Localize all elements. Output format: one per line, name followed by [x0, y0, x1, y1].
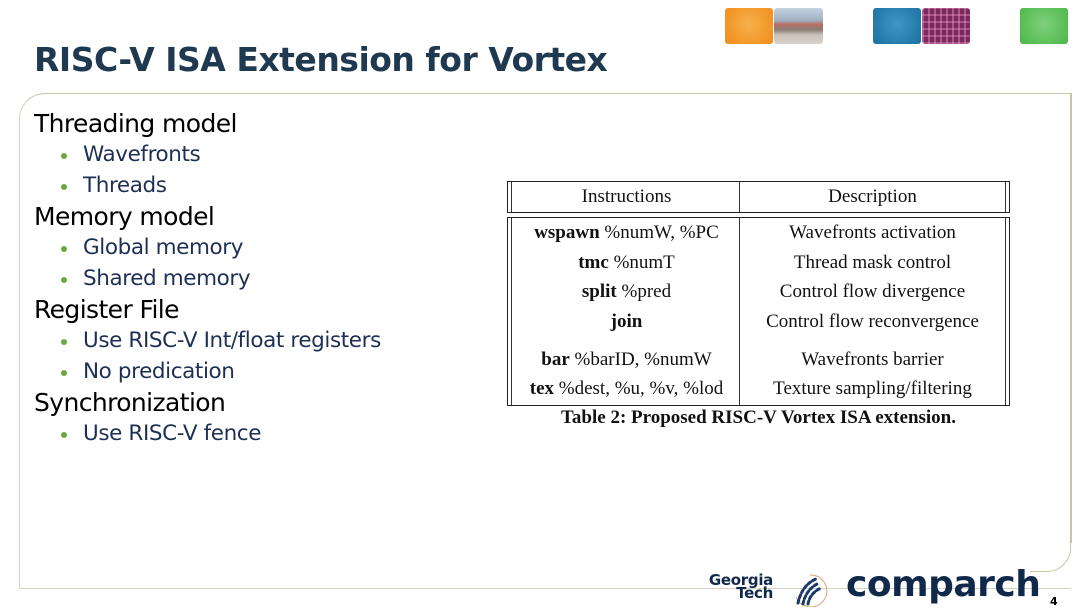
table-row: wspawn %numW, %PC [534, 222, 719, 243]
table-row: split %pred [581, 281, 672, 302]
bullet-dot-icon [61, 339, 67, 345]
outline-heading: Synchronization [34, 388, 226, 417]
table-header [507, 181, 1010, 213]
table-cell-description: Thread mask control [793, 252, 952, 273]
bullet-dot-icon [61, 184, 67, 190]
table-body [507, 217, 1010, 406]
outline-item: Shared memory [34, 263, 381, 294]
outline-heading: Threading model [34, 109, 237, 138]
bullet-dot-icon [61, 277, 67, 283]
table-row: tmc %numT [578, 252, 675, 273]
slide-title: RISC-V ISA Extension for Vortex [34, 40, 608, 79]
bullet-dot-icon [61, 432, 67, 438]
bullet-dot-icon [61, 370, 67, 376]
outline-item: Threads [34, 170, 381, 201]
header-instructions: Instructions [581, 186, 672, 207]
outline-heading: Register File [34, 295, 179, 324]
gt-logo-line2: Tech [736, 584, 773, 602]
header-description: Description [828, 186, 917, 207]
georgia-tech-logo [677, 571, 773, 602]
page-number: 4 [1050, 595, 1058, 608]
table-caption: Table 2: Proposed RISC-V Vortex ISA extension. [560, 407, 956, 428]
content-frame-right-edge [1070, 93, 1072, 543]
outline-item: Wavefronts [34, 139, 381, 170]
comparch-logo: comparch [846, 564, 1041, 605]
outline-item: Use RISC-V Int/float registers [34, 325, 381, 356]
chip-layout-tile [922, 8, 970, 44]
outline-item: Global memory [34, 232, 381, 263]
outline-heading: Memory model [34, 202, 215, 231]
blue-tile [873, 8, 921, 44]
outline-item: No predication [34, 356, 381, 387]
orange-tile [725, 8, 773, 44]
table-row: bar %barID, %numW [541, 349, 712, 370]
outline-item: Use RISC-V fence [34, 418, 381, 449]
comparch-swoosh-icon [790, 571, 832, 607]
table-cell-description: Wavefronts barrier [801, 349, 944, 370]
bullet-dot-icon [61, 246, 67, 252]
table-cell-description: Wavefronts activation [789, 222, 956, 243]
green-tile [1020, 8, 1068, 44]
table-cell-description: Texture sampling/filtering [773, 378, 972, 399]
gt-logo-line1: Georgia [708, 571, 773, 589]
campus-photo-tile [774, 8, 823, 44]
table-row: tex %dest, %u, %v, %lod [529, 378, 724, 399]
table-cell-description: Control flow divergence [779, 281, 966, 302]
table-row: join [610, 311, 643, 332]
isa-table [507, 181, 1010, 406]
table-cell-description: Control flow reconvergence [766, 311, 979, 332]
bullet-dot-icon [61, 153, 67, 159]
bullet-outline [34, 108, 381, 449]
